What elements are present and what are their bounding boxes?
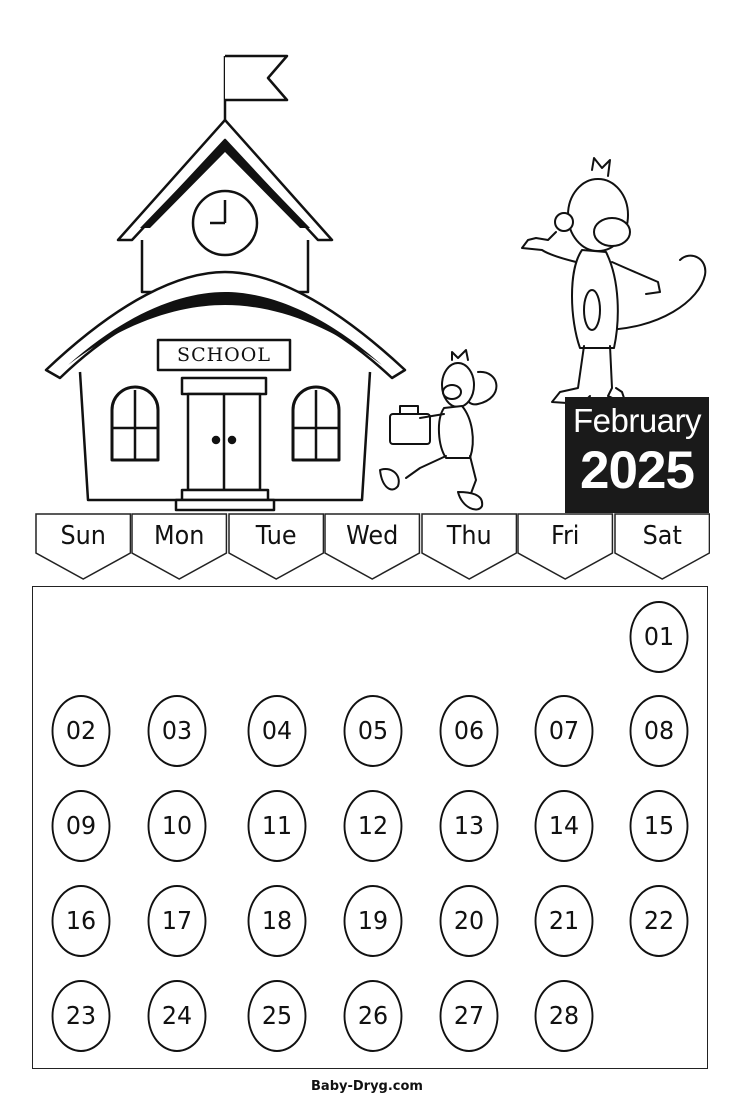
day-circle: 14 (535, 790, 594, 862)
day-circle: 09 (52, 790, 111, 862)
weekday-header-row (35, 513, 710, 581)
year-title: 2025 (580, 441, 694, 500)
day-circle: 08 (630, 695, 689, 767)
day-circle: 28 (535, 980, 594, 1052)
day-circle: 10 (148, 790, 207, 862)
school-sign: SCHOOL (177, 344, 271, 366)
day-circle: 13 (440, 790, 499, 862)
weekday-label-thu: Thu (421, 513, 517, 581)
day-circle: 11 (248, 790, 307, 862)
clock-icon (193, 191, 257, 255)
day-circle: 23 (52, 980, 111, 1052)
day-circle: 25 (248, 980, 307, 1052)
weekday-label-tue: Tue (228, 513, 324, 581)
footer-watermark: Baby-Dryg.com (311, 1079, 423, 1094)
day-circle: 16 (52, 885, 111, 957)
flag-icon (225, 56, 287, 120)
day-circle: 24 (148, 980, 207, 1052)
day-circle: 17 (148, 885, 207, 957)
day-circle: 19 (344, 885, 403, 957)
weekday-label-fri: Fri (517, 513, 613, 581)
day-circle: 20 (440, 885, 499, 957)
day-circle: 18 (248, 885, 307, 957)
weekday-label-sun: Sun (35, 513, 131, 581)
day-circle: 27 (440, 980, 499, 1052)
day-circle: 22 (630, 885, 689, 957)
school-house-illustration (46, 56, 405, 510)
monkey-standing-illustration (522, 158, 705, 404)
day-circle: 12 (344, 790, 403, 862)
calendar-grid (32, 586, 708, 1069)
day-circle: 26 (344, 980, 403, 1052)
day-circle: 05 (344, 695, 403, 767)
day-circle: 01 (630, 601, 689, 673)
weekday-label-wed: Wed (324, 513, 420, 581)
month-title: February (572, 402, 702, 439)
day-circle: 07 (535, 695, 594, 767)
day-circle: 03 (148, 695, 207, 767)
day-circle: 15 (630, 790, 689, 862)
day-circle: 21 (535, 885, 594, 957)
day-circle: 04 (248, 695, 307, 767)
day-circle: 06 (440, 695, 499, 767)
weekday-label-mon: Mon (131, 513, 227, 581)
day-circle: 02 (52, 695, 111, 767)
weekday-label-sat: Sat (614, 513, 710, 581)
month-year-header (565, 397, 709, 513)
